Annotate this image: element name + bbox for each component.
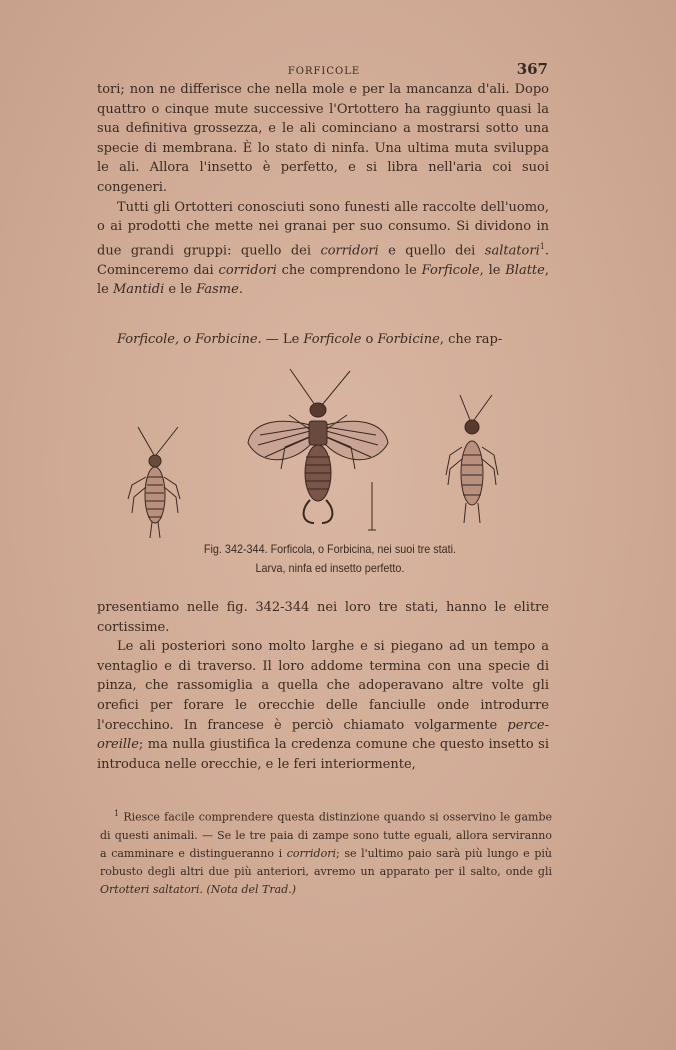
adult-drawing [248, 369, 388, 530]
larva-drawing [128, 427, 180, 538]
figure-caption [123, 540, 537, 578]
running-title: FORFICOLE [287, 66, 361, 77]
paragraph-ali-posteriori: Le ali posteriori sono molto larghe e si piegano ad un tempo a ventaglio e di traverso. Il loro addome termina con una specie di pinza, che rassomiglia a quella che adoperavano altre volte gli orefici per forare le orecchie delle fanciulle onde introdurre l'orecchino. In francese è perciò chiamato volgarmente perce-oreille; ma nulla giustifica la credenza comune che questo insetto si introduca nelle orecchie, e le feri interiormente, [97, 639, 549, 772]
paragraph-forficole-heading: Forficole, o Forbicine. — Le Forficole o Forbicine, che rap- [117, 332, 503, 347]
footnote-marker: 1 [539, 241, 545, 251]
nymph-drawing [446, 395, 498, 523]
text-block-top [97, 80, 549, 300]
footnotes [100, 805, 552, 899]
earwig-illustration [110, 365, 540, 540]
section-heading: Forficole, o Forbicine. [117, 332, 262, 347]
footnote-1: $^1$ Riesce facile comprendere questa distinzione quando si osservino le gambe di questi animali. — Se le tre paia di zampe sono tutte eguali, allora serviranno a camminare e distingueranno i corridori; se l'ultimo paio sarà più lungo e più robusto degli altri due più anteriori, avremo un apparato per il salto, onde gli Ortotteri saltatori. (Nota del Trad.) [100, 809, 552, 896]
page-number: 367 [516, 60, 548, 78]
text-block-bottom [97, 598, 549, 774]
translator-note: (Nota del Trad.) [206, 882, 297, 896]
earwig-figure-svg [110, 365, 540, 540]
caption-line-1: Fig. 342-344. Forficola, o Forbicina, nei suoi tre stati. [203, 542, 457, 556]
caption-line-2: Larva, ninfa ed insetto perfetto. [255, 561, 405, 575]
paragraph-elitre: presentiamo nelle fig. 342-344 nei loro tre stati, hanno le elitre cortissime. [97, 600, 549, 635]
text-block-section-start [97, 330, 549, 350]
running-head [100, 60, 548, 82]
paragraph-ortotteri: Tutti gli Ortotteri conosciuti sono funesti alle raccolte dell'uomo, o ai prodotti che mette nei granai per suo consumo. Si dividono in due grandi gruppi: quello dei corridori e quello dei saltatori$^1$. Cominceremo dai corridori che comprendono le Forficole, le Blatte, le Mantidi e le Fasme. [97, 199, 549, 298]
paragraph-ninfa: tori; non ne differisce che nella mole e per la mancanza d'ali. Dopo quattro o cinque mute successive l'Ortottero ha raggiunto quasi la sua definitiva grossezza, e le ali cominciano a mostrarsi sotto una specie di membrana. È lo stato di ninfa. Una ultima muta sviluppa le ali. Allora l'insetto è perfetto, e si libra nell'aria coi suoi congeneri. [97, 82, 549, 195]
